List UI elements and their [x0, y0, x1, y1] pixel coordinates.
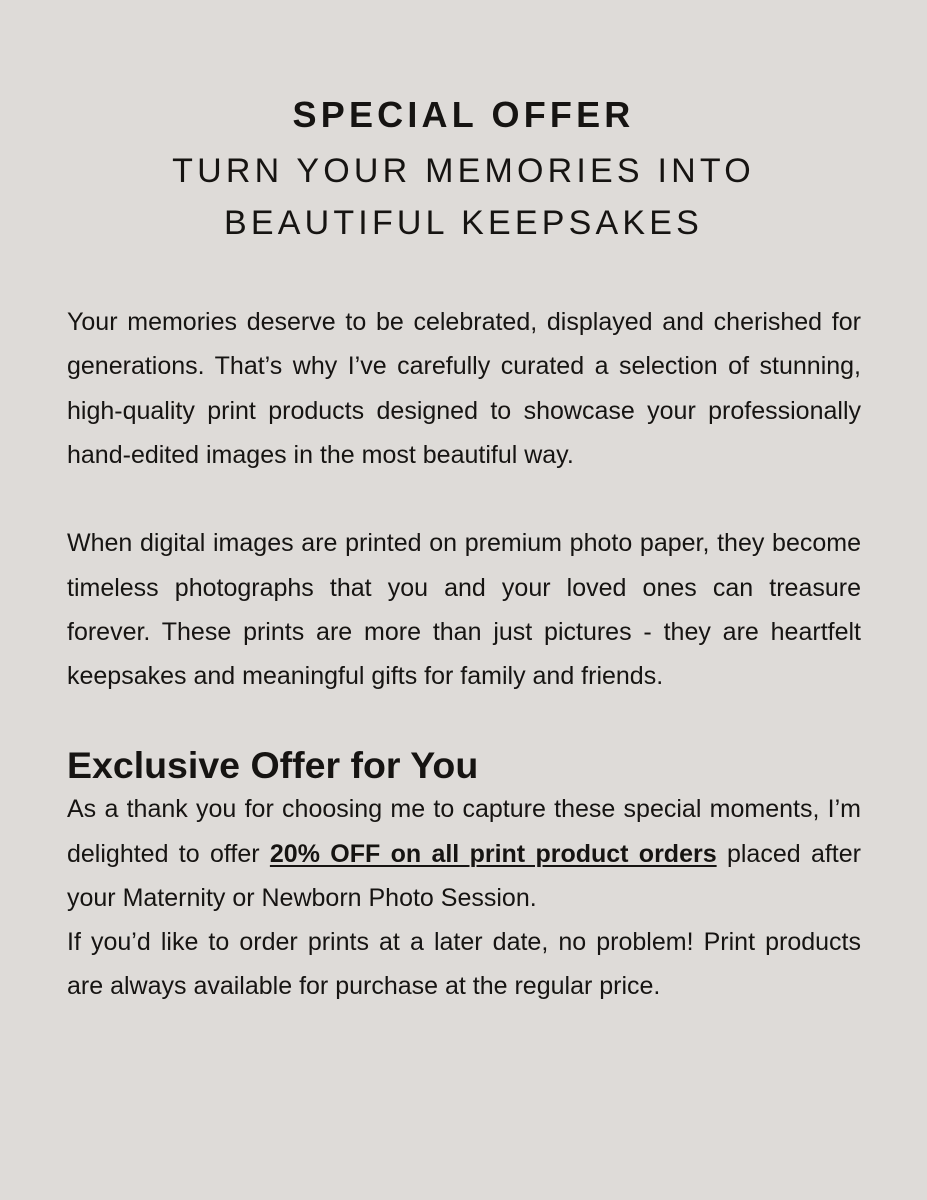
discount-text-before: As a thank you for choosing me to capture these special moments, I’m delighted to offer — [67, 795, 861, 868]
print-benefits-paragraph: When digital images are printed on premium photo paper, they become timeless photographs that you and your loved ones can treasure forever. These prints are more than just pictures - they are heartfelt keepsakes and meaningful gifts for family and friends. — [67, 529, 861, 691]
page-subtitle — [0, 145, 927, 249]
discount-paragraph — [67, 787, 861, 920]
discount-highlight: 20% OFF on all print product orders — [269, 839, 717, 868]
page-heading — [0, 92, 927, 249]
subtitle-line-2: BEAUTIFUL KEEPSAKES — [223, 204, 704, 242]
offer-details — [67, 300, 861, 1009]
subtitle-line-1: TURN YOUR MEMORIES INTO — [172, 152, 755, 190]
discount-text-after: placed after your Maternity or Newborn Photo Session. — [67, 839, 861, 912]
special-offer-title: SPECIAL OFFER — [292, 94, 635, 135]
later-order-note: If you’d like to order prints at a later date, no problem! Print products are always available for purchase at the regular price. — [67, 928, 861, 1001]
intro-paragraph: Your memories deserve to be celebrated, displayed and cherished for generations. That’s why I’ve carefully curated a selection of stunning, high-quality print products designed to showcase your professionally hand-edited images in the most beautiful way. — [67, 308, 861, 469]
exclusive-offer-heading: Exclusive Offer for You — [67, 743, 479, 786]
